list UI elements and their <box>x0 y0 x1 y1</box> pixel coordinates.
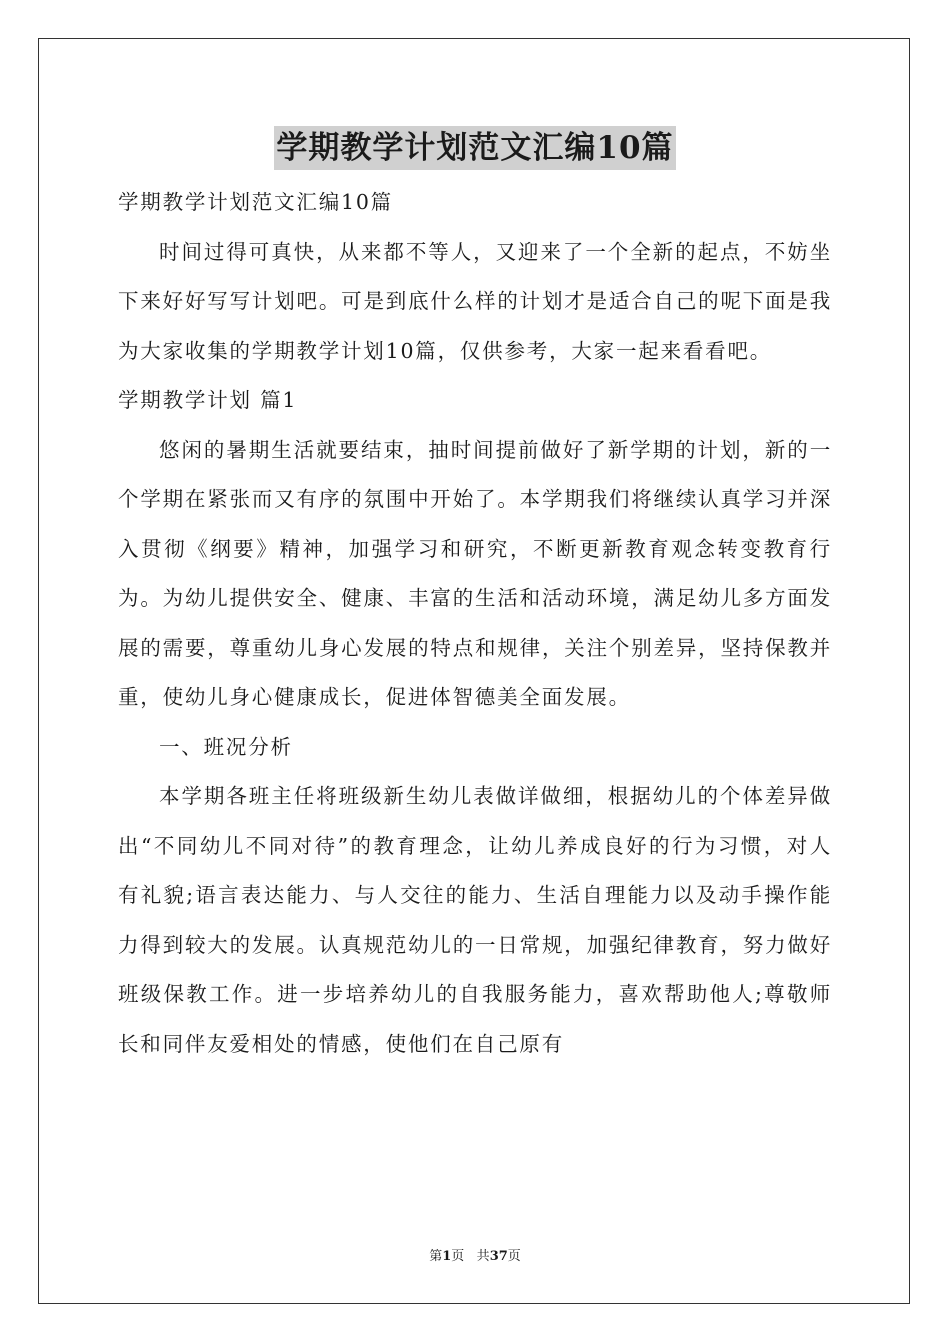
footer-total-prefix: 共 <box>476 1249 490 1264</box>
document-body <box>118 178 832 1069</box>
footer-total-suffix: 页 <box>507 1249 521 1264</box>
footer-page-prefix: 第 <box>429 1249 443 1264</box>
subsection-heading: 一、班况分析 <box>159 734 293 759</box>
document-subtitle: 学期教学计划范文汇编10篇 <box>118 190 393 214</box>
footer-page-suffix: 页 <box>451 1249 465 1264</box>
body-paragraph: 悠闲的暑期生活就要结束，抽时间提前做好了新学期的计划，新的一个学期在紧张而又有序的氛围中开始了。本学期我们将继续认真学习并深入贯彻《纲要》精神，加强学习和研究，不断更新教育观念转变教育行为。为幼儿提供安全、健康、丰富的生活和活动环境，满足幼儿多方面发展的需要，尊重幼儿身心发展的特点和规律，关注个别差异，坚持保教并重，使幼儿身心健康成长，促进体智德美全面发展。 <box>118 437 832 709</box>
title-container <box>0 126 950 170</box>
document-title: 学期教学计划范文汇编10篇 <box>274 126 675 170</box>
intro-paragraph: 时间过得可真快，从来都不等人，又迎来了一个全新的起点，不妨坐下来好好写写计划吧。可是到底什么样的计划才是适合自己的呢下面是我为大家收集的学期教学计划10篇，仅供参考，大家一起来看看吧。 <box>118 239 832 363</box>
body-paragraph: 本学期各班主任将班级新生幼儿表做详做细，根据幼儿的个体差异做出“不同幼儿不同对待”的教育理念，让幼儿养成良好的行为习惯，对人有礼貌;语言表达能力、与人交往的能力、生活自理能力以及动手操作能力得到较大的发展。认真规范幼儿的一日常规，加强纪律教育，努力做好班级保教工作。进一步培养幼儿的自我服务能力，喜欢帮助他人;尊敬师长和同伴友爱相处的情感，使他们在自己原有 <box>118 784 832 1056</box>
footer-page-number: 1 <box>442 1249 452 1264</box>
section-heading: 学期教学计划 篇1 <box>118 388 298 412</box>
page-footer <box>0 1248 950 1266</box>
footer-total-pages: 37 <box>489 1249 508 1264</box>
